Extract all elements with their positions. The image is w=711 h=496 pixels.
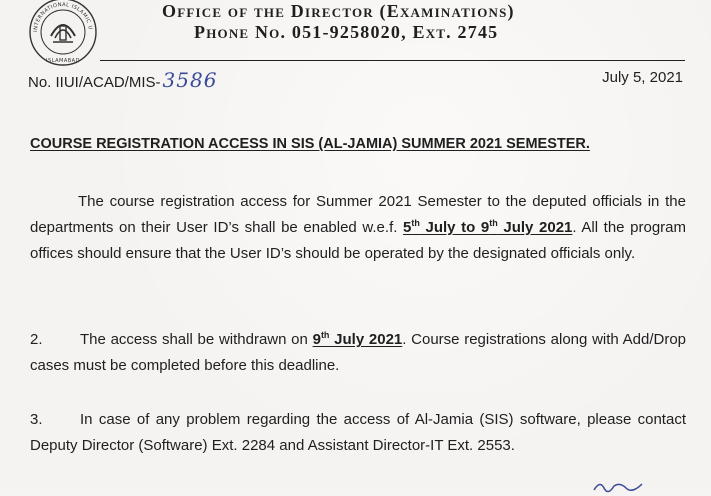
paragraph-2 [30, 327, 686, 379]
paragraph-2-text-before: The access shall be withdrawn on [80, 331, 313, 348]
reference-prefix: No. IIUI/ACAD/MIS- [28, 74, 161, 91]
paragraph-2-number: 2. [30, 331, 43, 348]
paragraph-1-text-before: The course registration access for Summer 2021 Semester to the deputed officials in the departments on their User ID’s shall be enabled w.e.f. [30, 193, 686, 236]
paragraph-3-number: 3. [30, 411, 43, 428]
office-title: Office of the Director (Examinations) [162, 1, 515, 21]
registration-window-dates: 5th July to 9th July 2021 [403, 218, 573, 236]
signature-mark [592, 476, 652, 496]
paragraph-2-text-after: . Course registrations along with Add/Drop cases must be completed before this deadline. [30, 331, 686, 374]
withdrawal-date: 9th July 2021 [312, 330, 403, 348]
svg-text:INTERNATIONAL ISLAMIC UNIVERSI: INTERNATIONAL ISLAMIC U [32, 1, 93, 33]
letter-date: July 5, 2021 [602, 69, 683, 86]
reference-number [28, 68, 217, 92]
university-seal-icon [27, 0, 99, 68]
header-divider [100, 60, 685, 61]
paragraph-3-text: In case of any problem regarding the access of Al-Jamia (SIS) software, please contact Deputy Director (Software) Ext. 2284 and Assistant Director-IT Ext. 2553. [30, 411, 686, 454]
handwritten-reference-number: 3586 [162, 68, 218, 92]
paragraph-1-text-after: . All the program offices should ensure that the User ID’s should be operated by the designated officials only. [30, 219, 686, 262]
subject-heading: COURSE REGISTRATION ACCESS IN SIS (AL-JAMIA) SUMMER 2021 SEMESTER. [30, 136, 590, 152]
paragraph-3 [30, 407, 686, 459]
svg-text:ISLAMABAD: ISLAMABAD [46, 58, 80, 64]
office-phone: Phone No. 051-9258020, Ext. 2745 [194, 22, 499, 42]
paragraph-1 [30, 189, 686, 267]
